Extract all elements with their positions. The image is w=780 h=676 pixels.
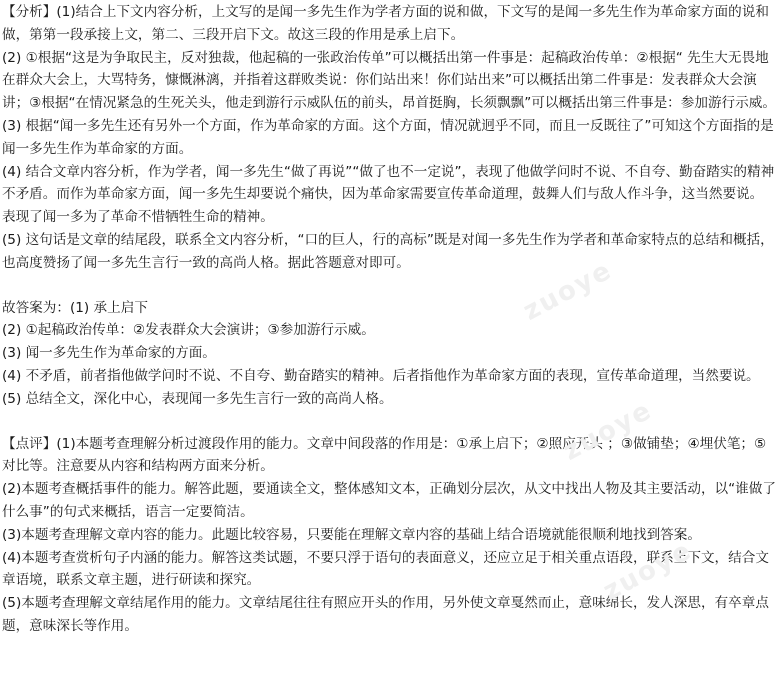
comment-section [2,433,776,638]
analysis-paragraph-3: (3) 根据“闻一多先生还有另外一个方面，作为革命家的方面。这个方面，情况就迥乎不同，而且一反既往了”可知这个方面指的是闻一多先生作为革命家的方面。 [2,117,774,157]
section-gap [2,275,776,297]
comment-paragraph-4: (4)本题考查赏析句子内涵的能力。解答这类试题，不要只浮于语句的表面意义，还应立足于相关重点语段，联系上下文，结合文章语境，联系文章主题，进行研读和探究。 [2,549,769,589]
analysis-section [2,1,776,275]
analysis-paragraph-5: (5) 这句话是文章的结尾段，联系全文内容分析，“口的巨人，行的高标”既是对闻一多先生作为学者和革命家特点的总结和概括，也高度赞扬了闻一多先生言行一致的高尚人格。据此答题意对即可。 [2,231,774,271]
answer-line-5: (5) 总结全文，深化中心，表现闻一多先生言行一致的高尚人格。 [2,390,393,407]
comment-paragraph-3: (3)本题考查理解文章内容的能力。此题比较容易，只要能在理解文章内容的基础上结合语境就能很顺利地找到答案。 [2,526,701,543]
answer-section [2,297,776,411]
answer-line-1: 故答案为：(1) 承上启下 [2,299,148,316]
comment-paragraph-2: (2)本题考查概括事件的能力。解答此题，要通读全文，整体感知文本，正确划分层次，从文中找出人物及其主要活动，以“谁做了什么事”的句式来概括，语言一定要简洁。 [2,481,776,520]
section-gap [2,411,776,433]
answer-line-4: (4) 不矛盾，前者指他做学问时不说、不自夸、勤奋踏实的精神。后者指他作为革命家方面的表现，宣传革命道理，当然要说。 [2,367,760,384]
watermark: zuoye [598,535,698,607]
comment-paragraph-5: (5)本题考查理解文章结尾作用的能力。文章结尾往往有照应开头的作用，另外使文章戛然而止，意味绵长，发人深思，有卒章点题，意味深长等作用。 [2,595,769,634]
comment-paragraph-1: 【点评】(1)本题考查理解分析过渡段作用的能力。文章中间段落的作用是：①承上启下；②照应开头 ；③做铺垫；④埋伏笔；⑤对比等。注意要从内容和结构两方面来分析。 [2,435,767,475]
analysis-paragraph-4: (4) 结合文章内容分析，作为学者，闻一多先生“做了再说”“做了也不一定说”，表现了他做学问时不说、不自夸、勤奋踏实的精神 不矛盾。而作为革命家方面，闻一多先生却要说个痛快，因为革命家需要宣传革命道理，鼓舞人们与敌人作斗争，这当然要说。表现了闻一多为了革命不惜牺牲生命的精神。 [2,163,775,226]
answer-line-3: (3) 闻一多先生作为革命家的方面。 [2,345,216,362]
answer-line-2: (2) ①起稿政治传单：②发表群众大会演讲；③参加游行示威。 [2,322,375,339]
watermark: zuoye [518,255,618,327]
watermark: zuoye [558,395,658,467]
analysis-paragraph-2: (2) ①根据“这是为争取民主，反对独裁，他起稿的一张政治传单”可以概括出第一件事是：起稿政治传单：②根据“ 先生大无畏地在群众大会上，大骂特务，慷慨淋漓，并指着这群败类说：你们站出来！你们站出来”可以概括出第二件事是：发表群众大会演讲；③根据“在情况紧急的生死关头，他走到游行示威队伍的前头，昂首挺胸，长须飘飘”可以概括出第三件事是：参加游行示威。 [2,49,776,112]
analysis-paragraph-1: 【分析】(1)结合上下文内容分析，上文写的是闻一多先生作为学者方面的说和做，下文写的是闻一多先生作为革命家方面的说和做，第第一段承接上文，第二、三段开启下文。故这三段的作用是承上启下。 [2,4,769,43]
